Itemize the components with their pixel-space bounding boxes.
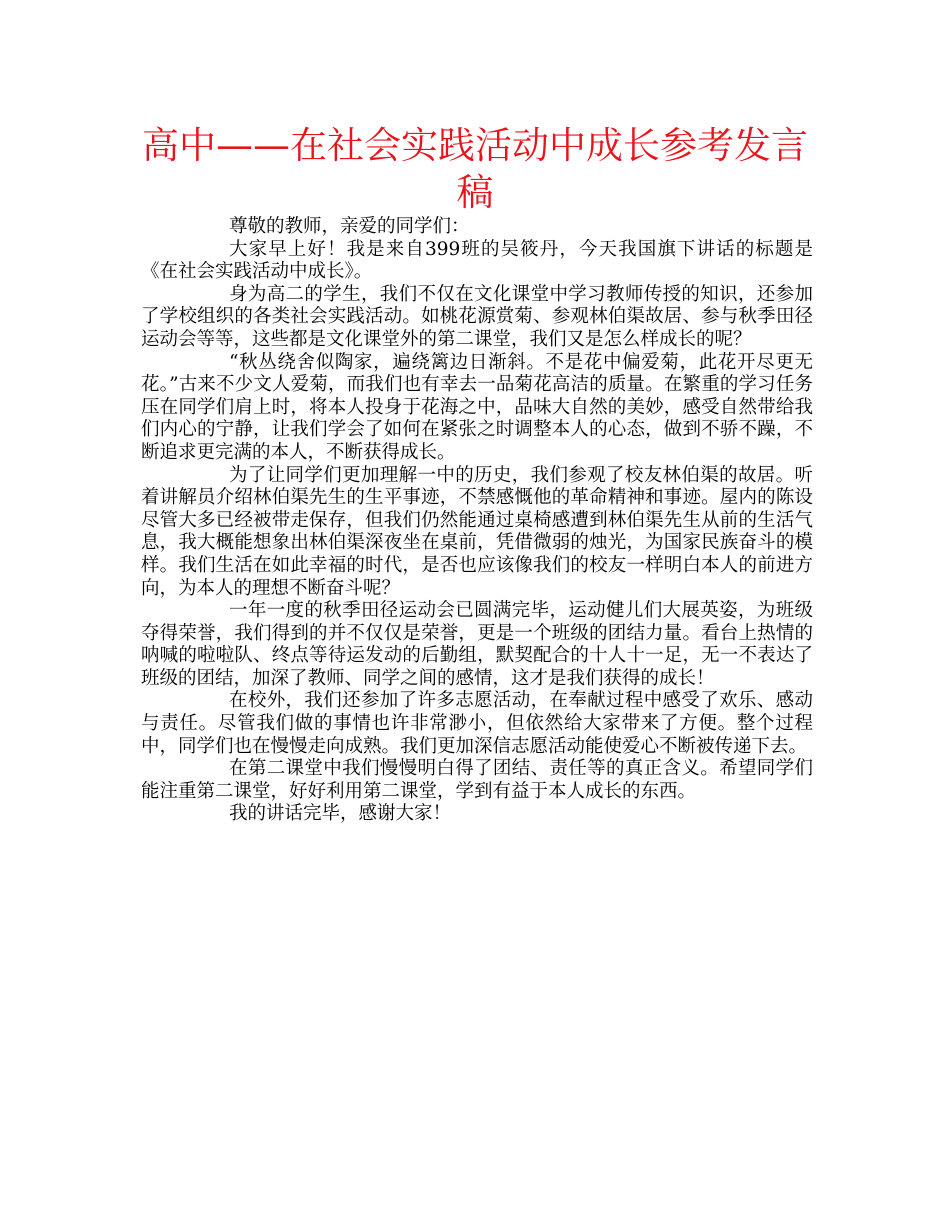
paragraph: 身为高二的学生，我们不仅在文化课堂中学习教师传授的知识，还参加了学校组织的各类社会实践活动。如桃花源赏菊、参观林伯渠故居、参与秋季田径运动会等等，这些都是文化课堂外的第二课堂，我们又是怎么样成长的呢？ [141,283,813,350]
paragraph: 在校外，我们还参加了许多志愿活动，在奉献过程中感受了欢乐、感动与责任。尽管我们做的事情也许非常渺小，但依然给大家带来了方便。整个过程中，同学们也在慢慢走向成熟。我们更加深信志愿活动能使爱心不断被传递下去。 [141,690,813,757]
document-title: 高中——在社会实践活动中成长参考发言稿 [142,124,808,214]
salutation: 尊敬的教师，亲爱的同学们： [229,216,470,237]
speech-body [141,216,813,826]
paragraph: 大家早上好！我是来自399班的吴筱丹，今天我国旗下讲话的标题是《在社会实践活动中成长》。 [141,238,813,283]
paragraph: “秋丛绕舍似陶家，遍绕篱边日渐斜。不是花中偏爱菊，此花开尽更无花。”古来不少文人爱菊，而我们也有幸去一品菊花高洁的质量。在繁重的学习任务压在同学们肩上时，将本人投身于花海之中，品味大自然的美妙，感受自然带给我们内心的宁静，让我们学会了如何在紧张之时调整本人的心态，做到不骄不躁，不断追求更完满的本人，不断获得成长。 [141,351,813,463]
paragraph: 在第二课堂中我们慢慢明白得了团结、责任等的真正含义。希望同学们能注重第二课堂，好好利用第二课堂，学到有益于本人成长的东西。 [141,758,813,802]
paragraph: 我的讲话完毕，感谢大家！ [229,803,452,825]
paragraph: 一年一度的秋季田径运动会已圆满完毕，运动健儿们大展英姿，为班级夺得荣誉，我们得到的并不仅仅是荣誉，更是一个班级的团结力量。看台上热情的呐喊的啦啦队、终点等待运发动的后勤组，默契配合的十人十一足，无一不表达了班级的团结，加深了教师、同学之间的感情，这才是我们获得的成长！ [141,600,813,689]
paragraph: 为了让同学们更加理解一中的历史，我们参观了校友林伯渠的故居。听着讲解员介绍林伯渠先生的生平事迹，不禁感慨他的革命精神和事迹。屋内的陈设尽管大多已经被带走保存，但我们仍然能通过桌椅感遭到林伯渠先生从前的生活气息，我大概能想象出林伯渠深夜坐在桌前，凭借微弱的烛光，为国家民族奋斗的模样。我们生活在如此幸福的时代，是否也应该像我们的校友一样明白本人的前进方向，为本人的理想不断奋斗呢？ [141,464,813,599]
